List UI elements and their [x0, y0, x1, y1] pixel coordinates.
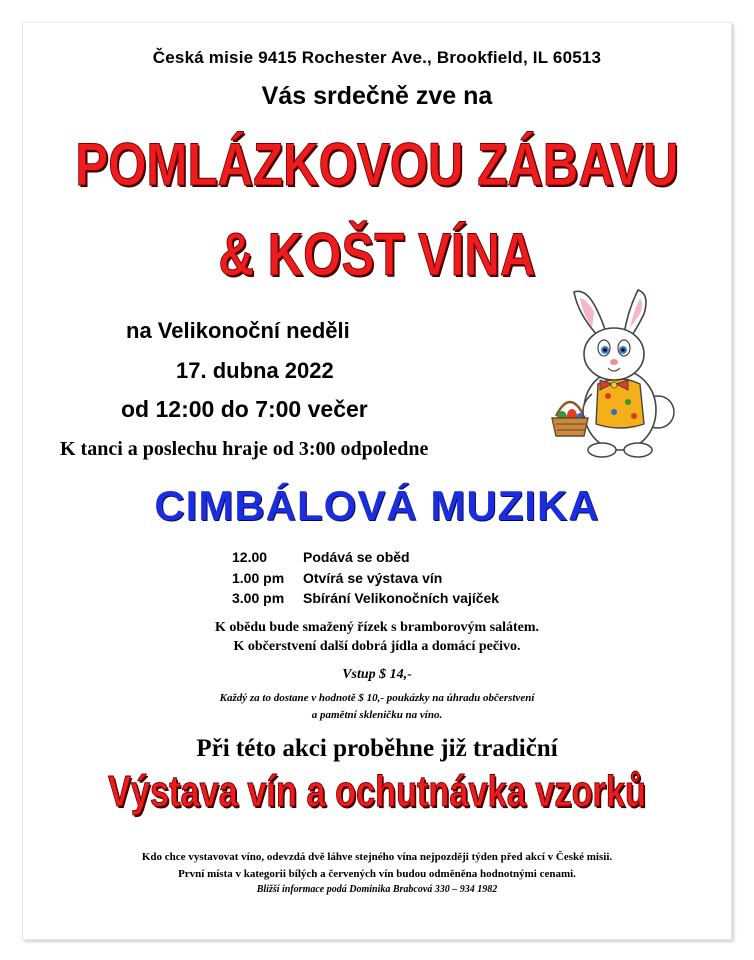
lunch-info-line2: K občerstvení další dobrá jídla a domácí pečivo. [233, 639, 521, 654]
schedule-time: 12.00 [232, 549, 268, 565]
date-line-time: od 12:00 do 7:00 večer [121, 396, 368, 422]
voucher-line2: a pamětní skleničku na víno. [311, 709, 443, 721]
date-line-occasion: na Velikonoční neděli [126, 318, 350, 343]
schedule-item: Sbírání Velikonočních vajíček [303, 590, 500, 606]
schedule-item: Otvírá se výstava vín [303, 570, 443, 586]
band-name: CIMBÁLOVÁ MUZIKA [154, 482, 600, 529]
easter-bunny-icon [540, 284, 680, 464]
schedule-time: 3.00 pm [232, 590, 285, 606]
event-title-line1: POMLÁZKOVOU ZÁBAVU [75, 131, 679, 198]
wine-show-title: Výstava vín a ochutnávka vzorků [108, 767, 646, 816]
entry-price: Vstup $ 14,- [342, 667, 412, 682]
schedule-item: Podává se oběd [303, 549, 410, 565]
address: Česká misie 9415 Rochester Ave., Brookfield, IL 60513 [152, 48, 602, 67]
event-title-line2: & KOŠT VÍNA [218, 221, 536, 288]
lunch-info-line1: K obědu bude smažený řízek s bramborovým salátem. [214, 620, 540, 635]
invite-line: Vás srdečně zve na [261, 82, 493, 110]
date-line-date: 17. dubna 2022 [176, 358, 334, 383]
schedule-time: 1.00 pm [232, 570, 285, 586]
voucher-line1: Každý za to dostane v hodnotě $ 10,- poukázky na úhradu občerstvení [219, 692, 535, 704]
tradition-line: Při této akci proběhne již tradiční [196, 735, 558, 762]
exhibitor-info-line2: První místa v kategorii bílých a červených vín budou odměněna hodnotnými cenami. [178, 868, 576, 880]
exhibitor-info-line1: Kdo chce vystavovat víno, odevzdá dvě láhve stejného vína nejpozději týden před akcí v České misii. [141, 851, 613, 863]
contact-info: Bližší informace podá Dominika Brabcová 330 – 934 1982 [256, 884, 498, 895]
music-intro: K tanci a poslechu hraje od 3:00 odpoledne [60, 438, 429, 460]
